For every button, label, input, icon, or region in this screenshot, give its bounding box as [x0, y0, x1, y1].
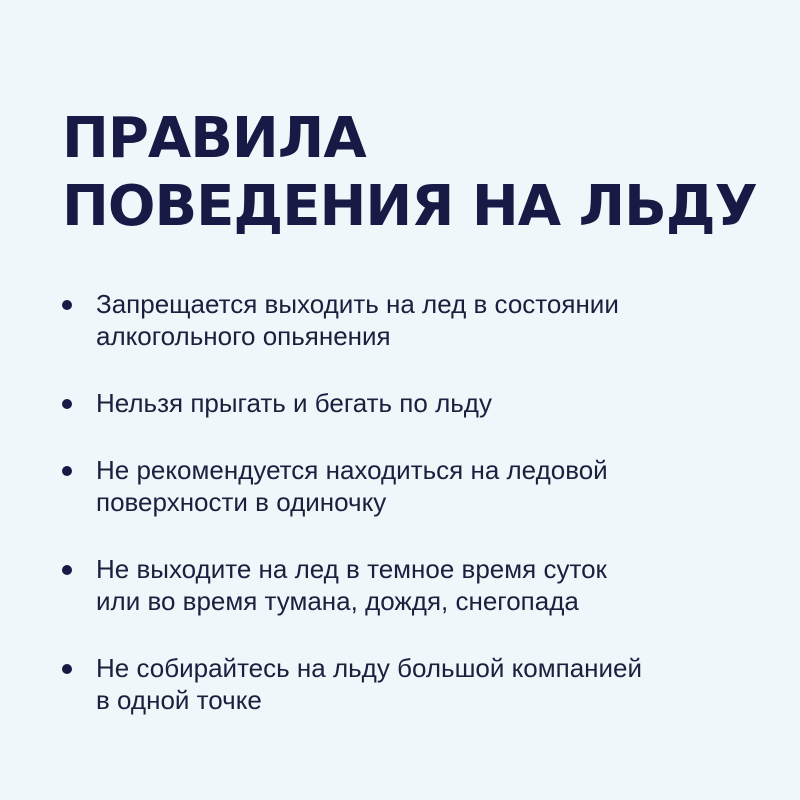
page-title — [62, 105, 757, 241]
rule-text-5: Не собирайтесь на льду большой компанией в одной точке — [96, 653, 643, 715]
bullet-icon — [62, 565, 72, 575]
title-line-2: ПОВЕДЕНИЯ НА ЛЬДУ — [62, 174, 757, 239]
rule-text-4: Не выходите на лед в темное время суток или во время тумана, дождя, снегопада — [96, 554, 607, 616]
rule-item-1 — [62, 288, 742, 352]
title-line-1: ПРАВИЛА — [62, 106, 366, 171]
rule-item-5 — [62, 652, 742, 716]
rule-item-3 — [62, 454, 742, 518]
rule-item-2 — [62, 387, 742, 419]
rule-item-4 — [62, 553, 742, 617]
rule-text-3: Не рекомендуется находиться на ледовой поверхности в одиночку — [96, 455, 608, 517]
bullet-icon — [62, 664, 72, 674]
bullet-icon — [62, 466, 72, 476]
bullet-icon — [62, 300, 72, 310]
rule-text-1: Запрещается выходить на лед в состоянии алкогольного опьянения — [96, 289, 619, 351]
rule-text-2: Нельзя прыгать и бегать по льду — [96, 388, 492, 418]
rules-list — [62, 288, 742, 716]
bullet-icon — [62, 399, 72, 409]
